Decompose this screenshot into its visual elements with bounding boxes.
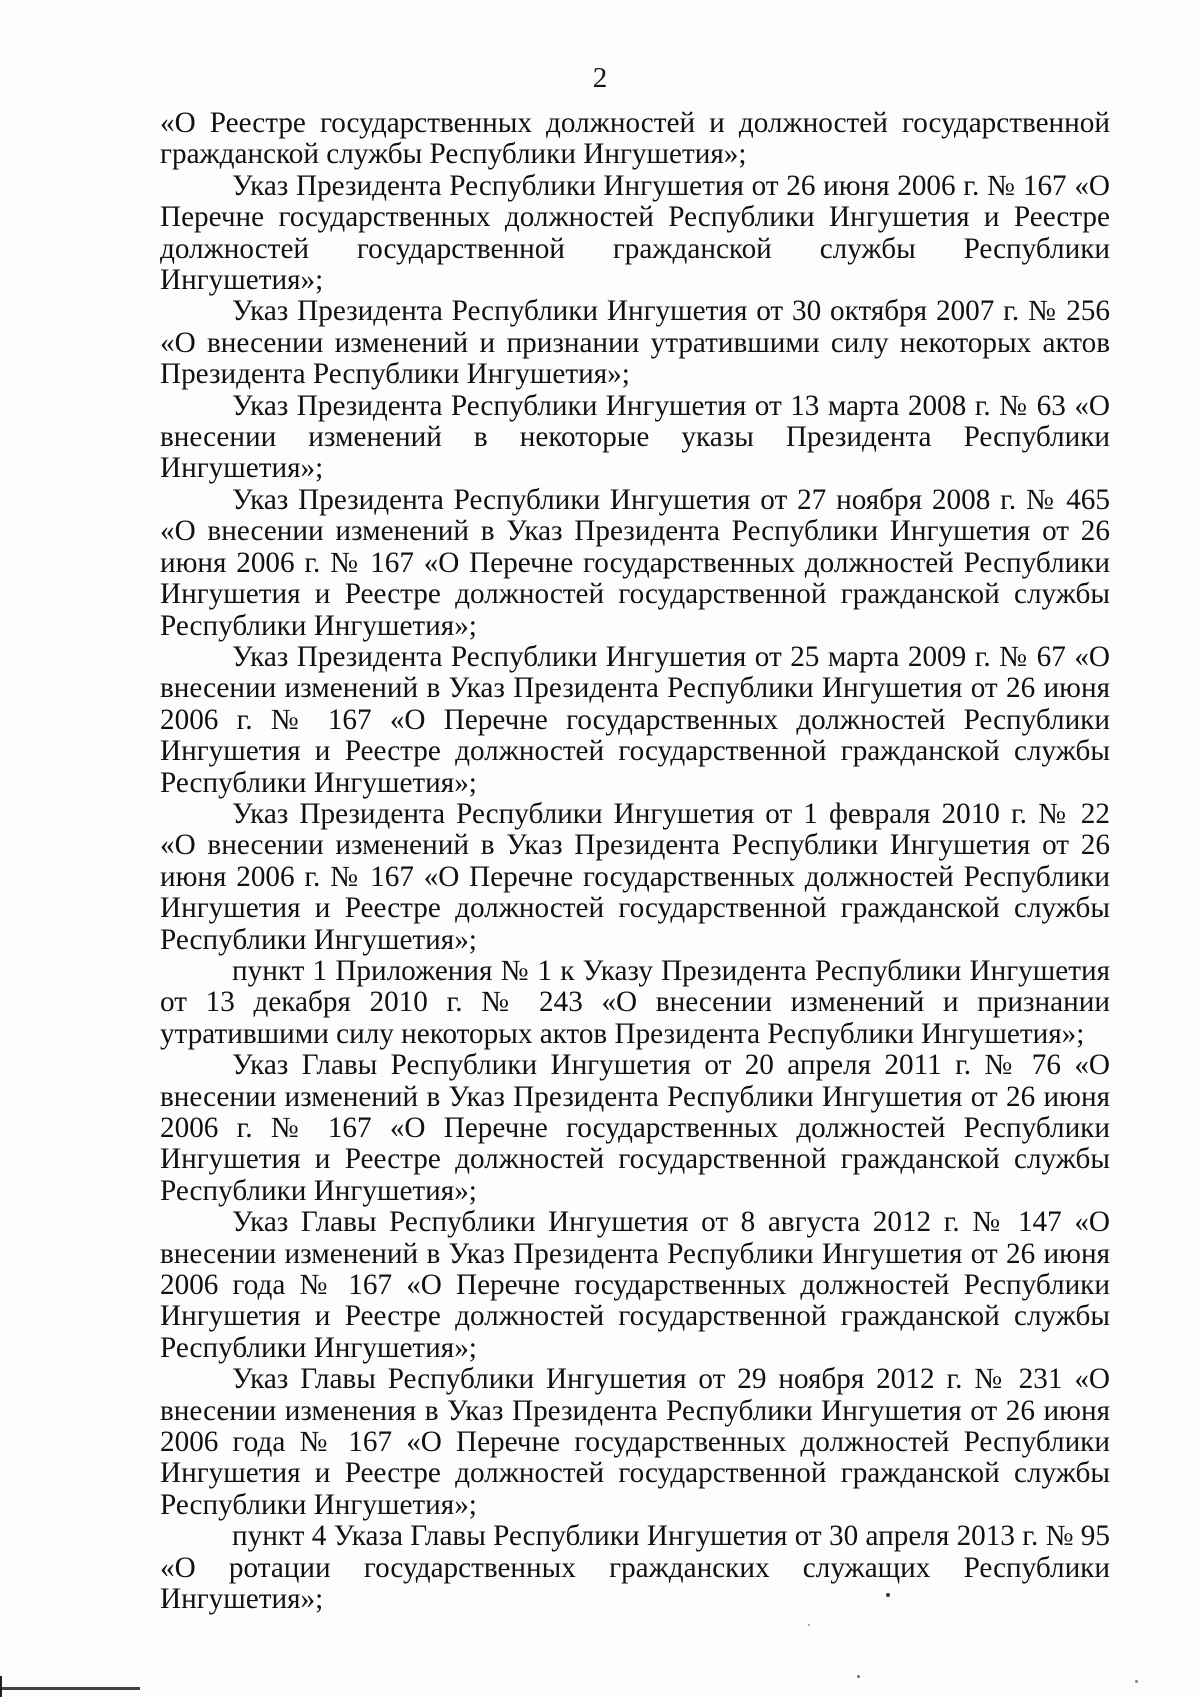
scan-speck bbox=[857, 1675, 860, 1678]
paragraph: пункт 1 Приложения № 1 к Указу Президента Республики Ингушетия от 13 декабря 2010 г. № 243 «О внесении изменений и признании утратившими силу некоторых актов Президента Республики Ингушетия»; bbox=[160, 954, 1110, 1050]
paragraph: Указ Президента Республики Ингушетия от 26 июня 2006 г. № 167 «О Перечне государственных должностей Республики Ингушетия и Реестре должностей государственной гражданской службы Республики Ингушетия»; bbox=[160, 169, 1110, 297]
scan-artifact-edge bbox=[0, 1676, 2, 1697]
paragraph: пункт 4 Указа Главы Республики Ингушетия от 30 апреля 2013 г. № 95 «О ротации государственных гражданских служащих Республики Ингушетия»; bbox=[160, 1520, 1110, 1616]
document-body bbox=[160, 108, 1110, 1616]
paragraph: Указ Главы Республики Ингушетия от 29 ноября 2012 г. № 231 «О внесении изменения в Указ Президента Республики Ингушетия от 26 июня 2006 года № 167 «О Перечне государственных должностей Республики Ингушетия и Реестре должностей государственной гражданской службы Республики Ингушетия»; bbox=[160, 1363, 1110, 1521]
paragraph: Указ Главы Республики Ингушетия от 20 апреля 2011 г. № 76 «О внесении изменений в Указ Президента Республики Ингушетия от 26 июня 2006 г. № 167 «О Перечне государственных должностей Республики Ингушетия и Реестре должностей государственной гражданской службы Республики Ингушетия»; bbox=[160, 1049, 1110, 1207]
paragraph: Указ Президента Республики Ингушетия от 1 февраля 2010 г. № 22 «О внесении изменений в Указ Президента Республики Ингушетия от 26 июня 2006 г. № 167 «О Перечне государственных должностей Республики Ингушетия и Реестре должностей государственной гражданской службы Республики Ингушетия»; bbox=[160, 797, 1110, 956]
paragraph: Указ Президента Республики Ингушетия от 27 ноября 2008 г. № 465 «О внесении изменений в Указ Президента Республики Ингушетия от 26 июня 2006 г. № 167 «О Перечне государственных должностей Республики Ингушетия и Реестре должностей государственной гражданской службы Республики Ингушетия»; bbox=[160, 483, 1110, 642]
paragraph: Указ Главы Республики Ингушетия от 8 августа 2012 г. № 147 «О внесении изменений в Указ Президента Республики Ингушетия от 26 июня 2006 года № 167 «О Перечне государственных должностей Республики Ингушетия и Реестре должностей государственной гражданской службы Республики Ингушетия»; bbox=[160, 1206, 1110, 1364]
paragraph: Указ Президента Республики Ингушетия от 13 марта 2008 г. № 63 «О внесении изменений в некоторые указы Президента Республики Ингушетия»; bbox=[160, 389, 1110, 485]
paragraph: Указ Президента Республики Ингушетия от 30 октября 2007 г. № 256 «О внесении изменений и признании утратившими силу некоторых актов Президента Республики Ингушетия»; bbox=[160, 295, 1110, 391]
page-number: 2 bbox=[592, 62, 608, 94]
scan-speck bbox=[1135, 1680, 1138, 1683]
scan-artifact-line bbox=[0, 1687, 140, 1690]
paragraph: «О Реестре государственных должностей и должностей государственной гражданской службы Республики Ингушетия»; bbox=[160, 107, 1110, 171]
paragraph: Указ Президента Республики Ингушетия от 25 марта 2009 г. № 67 «О внесении изменений в Указ Президента Республики Ингушетия от 26 июня 2006 г. № 167 «О Перечне государственных должностей Республики Ингушетия и Реестре должностей государственной гражданской службы Республики Ингушетия»; bbox=[160, 640, 1110, 799]
scan-speck bbox=[886, 1593, 890, 1597]
scan-speck bbox=[808, 1624, 810, 1626]
